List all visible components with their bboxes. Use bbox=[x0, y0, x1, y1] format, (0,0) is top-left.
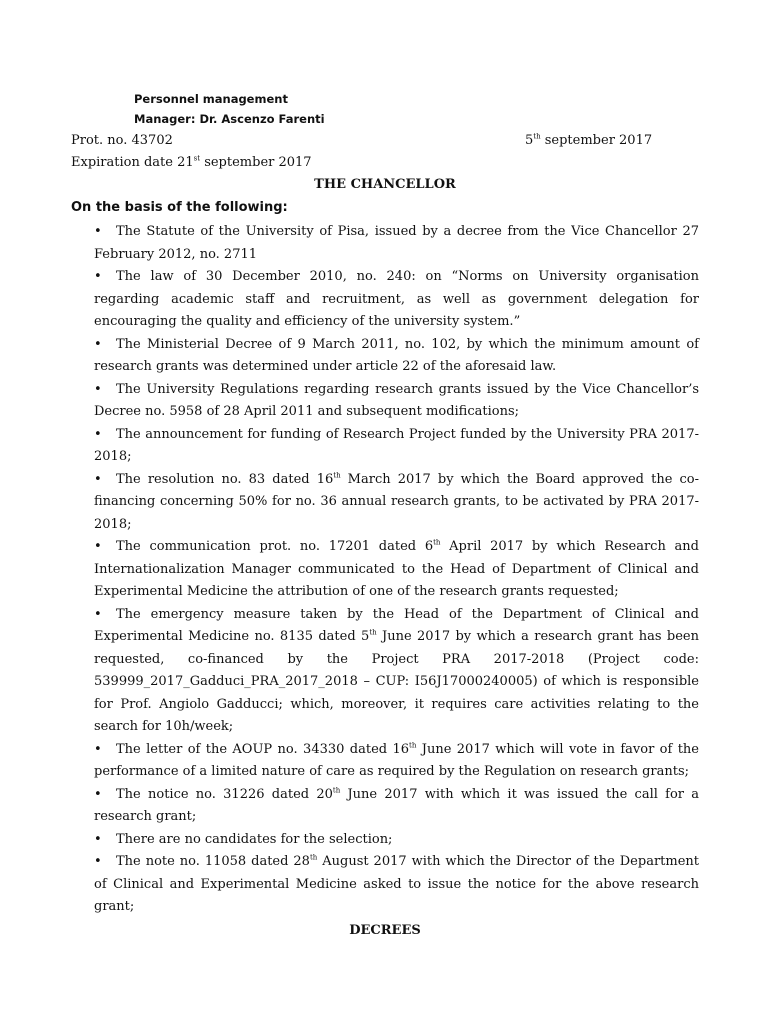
list-item: • The resolution no. 83 dated 16th March 2017 by which the Board approved the co-financing concerning 50% for no. 36 annual research grants, to be activated by PRA 2017-2018; bbox=[94, 469, 699, 537]
department-heading: Personnel management bbox=[134, 92, 288, 106]
bullet-icon: • bbox=[94, 854, 102, 869]
document-date: 5th september 2017 bbox=[525, 132, 653, 148]
bullet-icon: • bbox=[94, 269, 102, 284]
list-item: • The communication prot. no. 17201 dated 6th April 2017 by which Research and Internationalization Manager communicated to the Head of Department of Clinical and Experimental Medicine the attribution of one of the research grants requested; bbox=[94, 536, 699, 604]
page-title: THE CHANCELLOR bbox=[314, 177, 456, 192]
recitals-list bbox=[94, 221, 699, 919]
bullet-icon: • bbox=[94, 336, 102, 352]
list-item: • The note no. 11058 dated 28th August 2017 with which the Director of the Department of Clinical and Experimental Medicine asked to issue the notice for the above research grant; bbox=[94, 851, 699, 919]
manager-heading: Manager: Dr. Ascenzo Farenti bbox=[134, 112, 325, 126]
bullet-icon: • bbox=[94, 224, 102, 239]
list-item: • The University Regulations regarding research grants issued by the Vice Chancellor’s Decree no. 5958 of 28 April 2011 and subsequent modifications; bbox=[94, 379, 699, 424]
decrees-heading: DECREES bbox=[349, 923, 421, 938]
bullet-icon: • bbox=[94, 471, 102, 487]
expiration-date: Expiration date 21st september 2017 bbox=[71, 154, 312, 170]
list-item: • There are no candidates for the selection; bbox=[94, 829, 699, 852]
bullet-icon: • bbox=[94, 426, 102, 442]
bullet-icon: • bbox=[94, 381, 102, 397]
bullet-icon: • bbox=[94, 786, 102, 802]
list-item: • The notice no. 31226 dated 20th June 2017 with which it was issued the call for a research grant; bbox=[94, 784, 699, 829]
bullet-icon: • bbox=[94, 606, 102, 622]
list-item: • The emergency measure taken by the Head of the Department of Clinical and Experimental Medicine no. 8135 dated 5th June 2017 by which a research grant has been requested, co-financed by the Project PRA 2017-2018 (Project code: 539999_2017_Gadduci_PRA_2017_2018 – CUP: I56J17000240005) of which is responsible for Prof. Angiolo Gadducci; which, moreover, it requires care activities relating to the search for 10h/week; bbox=[94, 604, 699, 739]
list-item: • The announcement for funding of Research Project funded by the University PRA 2017-2018; bbox=[94, 424, 699, 469]
list-item: • The Ministerial Decree of 9 March 2011, no. 102, by which the minimum amount of research grants was determined under article 22 of the aforesaid law. bbox=[94, 334, 699, 379]
basis-heading: On the basis of the following: bbox=[71, 200, 288, 215]
protocol-number: Prot. no. 43702 bbox=[71, 133, 173, 148]
bullet-icon: • bbox=[94, 741, 102, 757]
bullet-icon: • bbox=[94, 831, 102, 847]
list-item: • The law of 30 December 2010, no. 240: on “Norms on University organisation regarding academic staff and recruitment, as well as government delegation for encouraging the quality and efficiency of the university system.” bbox=[94, 266, 699, 334]
bullet-icon: • bbox=[94, 539, 102, 554]
list-item: • The letter of the AOUP no. 34330 dated 16th June 2017 which will vote in favor of the performance of a limited nature of care as required by the Regulation on research grants; bbox=[94, 739, 699, 784]
list-item: • The Statute of the University of Pisa, issued by a decree from the Vice Chancellor 27 February 2012, no. 2711 bbox=[94, 221, 699, 266]
